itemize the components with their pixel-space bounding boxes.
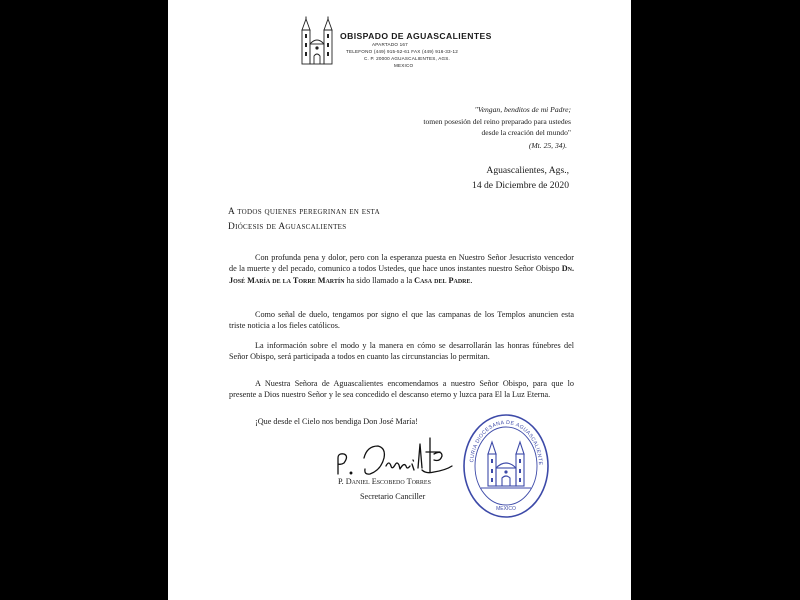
- letterhead-line: MEXICO: [394, 63, 414, 68]
- closing-line: ¡Que desde el Cielo nos bendiga Don José María!: [255, 417, 418, 426]
- diocesan-seal-icon: [461, 412, 551, 520]
- epigraph-line: tomen posesión del reino preparado para ustedes: [423, 117, 571, 126]
- body-text: Con profunda pena y dolor, pero con la esperanza puesta en Nuestro Señor Jesucristo vencedor de la muerte y del pecado, comunico a todos Ustedes, que hace unos instantes nuestro Señor Obispo: [229, 253, 574, 274]
- addressee-line: A todos quienes peregrinan en esta: [228, 207, 380, 217]
- epigraph-line: "Vengan, benditos de mi Padre;: [474, 105, 571, 114]
- addressee-line: Diócesis de Aguascalientes: [228, 222, 347, 232]
- letter-page: [168, 0, 631, 600]
- bishop-name: Dn. José María de la Torre Martín: [229, 264, 574, 285]
- signatory-title: Secretario Canciller: [360, 492, 426, 501]
- body-text: ha sido llamado a la: [344, 275, 415, 285]
- body-paragraph: [229, 252, 574, 286]
- letterhead-title: OBISPADO DE AGUASCALIENTES: [340, 31, 492, 41]
- place-line: Aguascalientes, Ags.,: [486, 165, 569, 176]
- cathedral-logo-icon: [298, 16, 336, 66]
- letterhead-line: C. P. 20000 AGUASCALIENTES, AGS.: [364, 56, 450, 61]
- epigraph-line: desde la creación del mundo": [481, 128, 571, 137]
- body-paragraph: Como señal de duelo, tengamos por signo el que las campanas de los Templos anuncien esta triste noticia a los fieles católicos.: [229, 310, 574, 331]
- svg-text:CURIA DIOCESANA DE AGUASCALIEN: [461, 412, 543, 466]
- epigraph-citation: (Mt. 25, 34).: [528, 141, 567, 150]
- body-paragraph: A Nuestra Señora de Aguascalientes encomendamos a nuestro Señor Obispo, para que lo presente a Dios nuestro Señor y le sea concedido el descanso eterno y luzca para El la Luz Eterna.: [229, 379, 574, 400]
- seal-text: CURIA DIOCESANA DE AGUASCALIENTE: [469, 419, 544, 466]
- letterhead-line: APARTADO 167: [372, 42, 408, 47]
- seal-bottom-text: MEXICO: [496, 506, 516, 512]
- house-of-father: Casa del Padre: [414, 275, 471, 285]
- signatory-name: P. Daniel Escobedo Torres: [338, 477, 431, 486]
- letterhead-line: TELEFONO (449) 915-52-61 FAX (449) 916-33-12: [346, 49, 458, 54]
- body-paragraph: La información sobre el modo y la manera en cómo se desarrollarán las honras fúnebres del Señor Obispo, será participada a todos en cuanto las circunstancias lo permitan.: [229, 341, 574, 362]
- date-line: 14 de Diciembre de 2020: [472, 180, 569, 191]
- body-text: .: [470, 275, 473, 285]
